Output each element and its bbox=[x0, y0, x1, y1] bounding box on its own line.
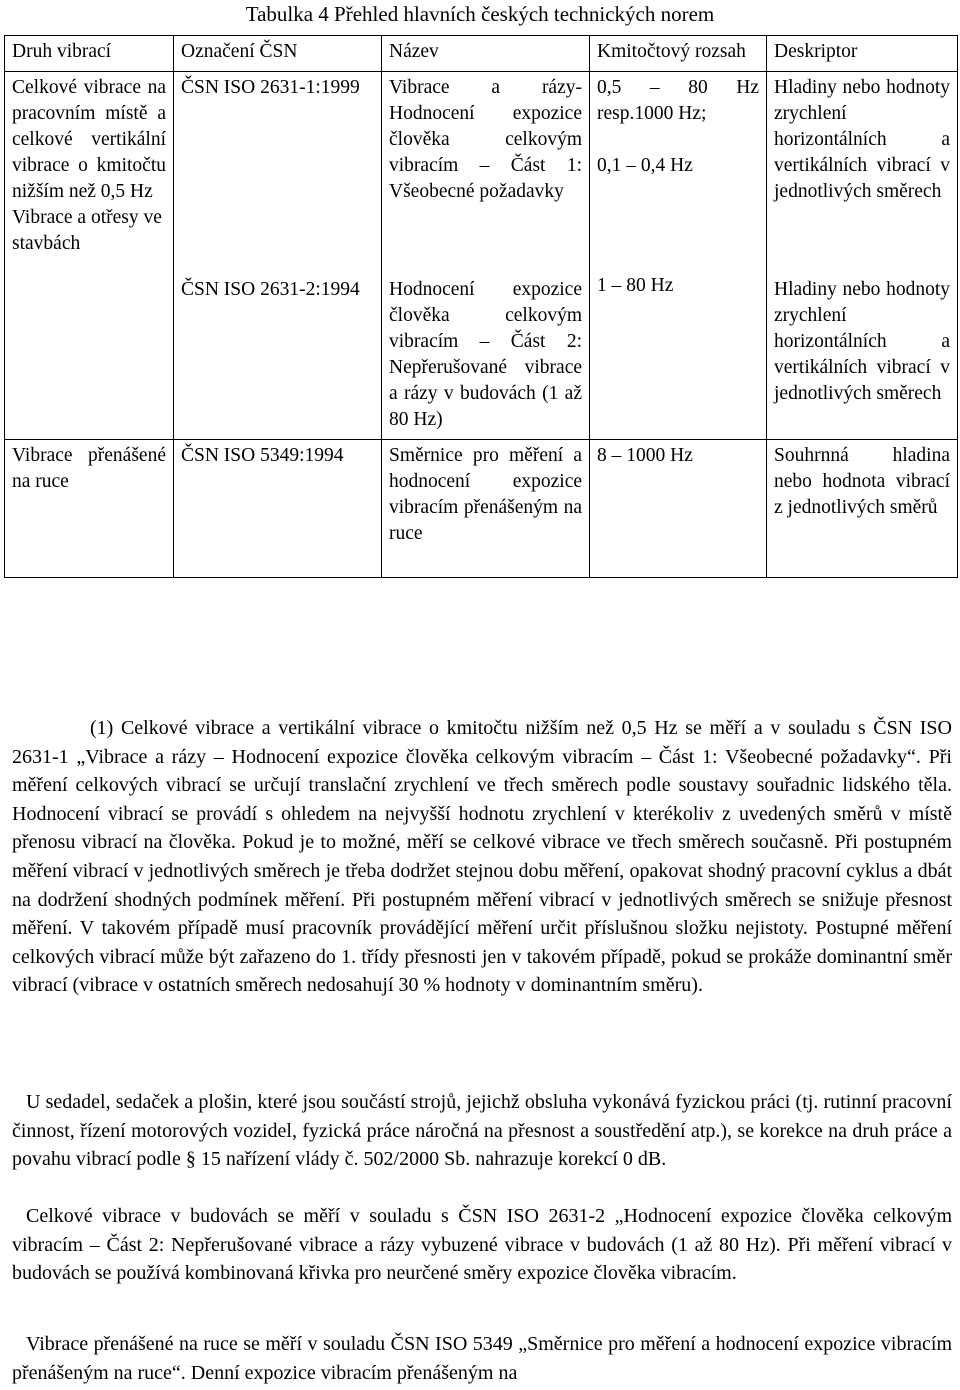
name-2631-1: Vibrace a rázy- Hodnocení expozice člověka celkovým vibracím – Část 1: Všeobecné požadavky bbox=[389, 77, 582, 202]
range-low-frequency: 0,1 – 0,4 Hz bbox=[597, 155, 693, 176]
cell-descriptor: Souhrnná hladina nebo hodnota vibrací z jednotlivých směrů bbox=[767, 440, 958, 578]
header-descriptor: Deskriptor bbox=[767, 36, 958, 72]
cell-csn-code bbox=[174, 72, 382, 440]
cell-descriptor bbox=[767, 72, 958, 440]
cell-csn-code: ČSN ISO 5349:1994 bbox=[174, 440, 382, 578]
range-2631-2: 1 – 80 Hz bbox=[597, 275, 674, 296]
range-2631-1: 0,5 – 80 Hz resp.1000 Hz; bbox=[597, 77, 759, 124]
paragraph-4: Vibrace přenášené na ruce se měří v souladu ČSN ISO 5349 „Směrnice pro měření a hodnocení expozice vibracím přenášeným na ruce“. Denní expozice vibracím přenášeným na bbox=[12, 1333, 952, 1384]
standards-table bbox=[4, 35, 958, 578]
cell-vibration-type bbox=[5, 72, 174, 440]
paragraph-3: Celkové vibrace v budovách se měří v souladu s ČSN ISO 2631-2 „Hodnocení expozice člověka celkovým vibracím – Část 2: Nepřerušované vibrace a rázy vybuzené vibrace v budovách (1 až 80 Hz). Při měření vibrací v budovách se používá kombinovaná křivka pro neurčené směry expozice člověka vibracím. bbox=[12, 1205, 952, 1285]
cell-frequency-range bbox=[590, 72, 767, 440]
descriptor-2631-1: Hladiny nebo hodnoty zrychlení horizontálních a vertikálních vibrací v jednotlivých směrech bbox=[774, 77, 950, 202]
table-row bbox=[5, 72, 958, 440]
paragraph-1: (1) Celkové vibrace a vertikální vibrace o kmitočtu nižším než 0,5 Hz se měří a v souladu s ČSN ISO 2631-1 „Vibrace a rázy – Hodnocení expozice člověka celkovým vibracím – Část 1: Všeobecné požadavky“. Při měření celkových vibrací se určují translační zrychlení ve třech směrech podle soustavy souřadnic lidského těla. Hodnocení vibrací se provádí s ohledem na nejvyšší hodnotu zrychlení v kterékoliv z uvedených směrů v místě přenosu vibrací na člověka. Pokud je to možné, měří se celkové vibrace ve třech směrech současně. Při postupném měření vibrací v jednotlivých směrech je třeba dodržet stejnou dobu měření, opakovat shodný pracovní cyklus a dbát na dodržení shodných podmínek měření. Při postupném měření vibrací v jednotlivých směrech se snižuje přesnost měření. V takovém případě musí pracovník provádějící měření určit příslušnou složku nejistoty. Postupné měření celkových vibrací může být zařazeno do 1. třídy přesnosti jen v takovém případě, pokud se prokáže dominantní směr vibrací (vibrace v ostatních směrech nedosahují 30 % hodnoty v dominantním směru). bbox=[12, 717, 952, 997]
type-whole-body: Celkové vibrace na pracovním místě a celkové vertikální vibrace o kmitočtu nižším než 0,5 Hz bbox=[12, 77, 166, 202]
table-row bbox=[5, 440, 958, 578]
header-vibration-type: Druh vibrací bbox=[5, 36, 174, 72]
name-2631-2: Hodnocení expozice člověka celkovým vibracím – Část 2: Nepřerušované vibrace a rázy v budovách (1 až 80 Hz) bbox=[389, 279, 582, 430]
cell-frequency-range: 8 – 1000 Hz bbox=[590, 440, 767, 578]
cell-vibration-type: Vibrace přenášené na ruce bbox=[5, 440, 174, 578]
header-csn-code: Označení ČSN bbox=[174, 36, 382, 72]
header-name: Název bbox=[382, 36, 590, 72]
descriptor-2631-2: Hladiny nebo hodnoty zrychlení horizontálních a vertikálních vibrací v jednotlivých směrech bbox=[774, 279, 950, 404]
table-caption: Tabulka 4 Přehled hlavních českých technických norem bbox=[245, 2, 715, 26]
table-header-row bbox=[5, 36, 958, 72]
cell-name bbox=[382, 72, 590, 440]
header-frequency-range: Kmitočtový rozsah bbox=[590, 36, 767, 72]
code-2631-1: ČSN ISO 2631-1:1999 bbox=[181, 77, 360, 98]
cell-name: Směrnice pro měření a hodnocení expozice vibracím přenášeným na ruce bbox=[382, 440, 590, 578]
type-buildings: Vibrace a otřesy ve stavbách bbox=[12, 207, 162, 254]
code-2631-2: ČSN ISO 2631-2:1994 bbox=[181, 279, 360, 300]
paragraph-2: U sedadel, sedaček a plošin, které jsou součástí strojů, jejichž obsluha vykonává fyzickou práci (tj. rutinní pracovní činnost, řízení motorových vozidel, fyzická práce náročná na přesnost a soustředění atp.), se korekce na druh práce a povahu vibrací podle § 15 nařízení vlády č. 502/2000 Sb. nahrazuje korekcí 0 dB. bbox=[12, 1091, 952, 1171]
